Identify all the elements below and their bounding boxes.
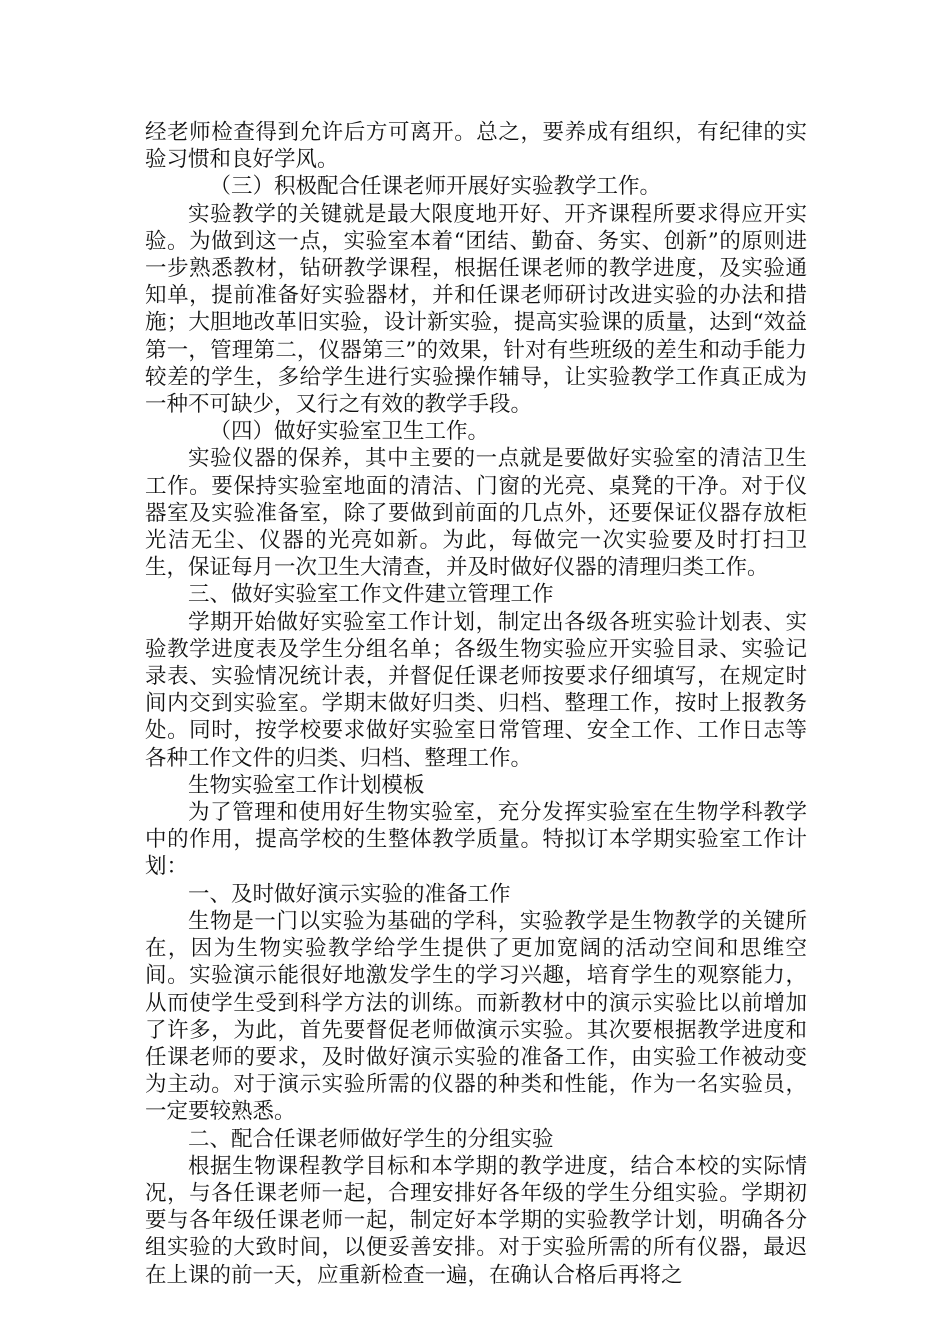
paragraph-continuation: 经老师检查得到允许后方可离开。总之，要养成有组织，有纪律的实验习惯和良好学风。 xyxy=(145,120,807,173)
paragraph-body: 根据生物课程教学目标和本学期的教学进度，结合本校的实际情况，与各任课老师一起，合理安排好各年级的学生分组实验。学期初要与各年级任课老师一起，制定好本学期的实验教学计划，明确各分组实验的大致时间，以便妥善安排。对于实验所需的所有仪器，最迟在上课的前一天，应重新检查一遍，在确认合格后再将之 xyxy=(145,1153,807,1288)
section-heading: 二、配合任课老师做好学生的分组实验 xyxy=(188,1126,554,1152)
subheading-three: （三）积极配合任课老师开展好实验教学工作。 xyxy=(209,174,662,200)
section-heading: 生物实验室工作计划模板 xyxy=(188,772,425,798)
paragraph-body: 实验教学的关键就是最大限度地开好、开齐课程所要求得应开实验。为做到这一点，实验室本着“团结、勤奋、务实、创新”的原则进一步熟悉教材，钻研教学课程，根据任课老师的教学进度，及实验通知单，提前准备好实验器材，并和任课老师研讨改进实验的办法和措施；大胆地改革旧实验，设计新实验，提高实验课的质量，达到“效益第一，管理第二，仪器第三”的效果，针对有些班级的差生和动手能力较差的学生，多给学生进行实验操作辅导，让实验教学工作真正成为一种不可缺少，又行之有效的教学手段。 xyxy=(145,201,807,418)
paragraph-body: 学期开始做好实验室工作计划，制定出各级各班实验计划表、实验教学进度表及学生分组名单；各级生物实验应开实验目录、实验记录表、实验情况统计表，并督促任课老师按要求仔细填写，在规定时间内交到实验室。学期末做好归类、归档、整理工作，按时上报教务处。同时，按学校要求做好实验室日常管理、安全工作、工作日志等各种工作文件的归类、归档、整理工作。 xyxy=(145,609,807,771)
document-page xyxy=(145,119,807,1289)
section-heading: 一、及时做好演示实验的准备工作 xyxy=(188,881,511,907)
section-heading: 三、做好实验室工作文件建立管理工作 xyxy=(188,582,554,608)
subheading-four: （四）做好实验室卫生工作。 xyxy=(209,419,490,445)
paragraph-body: 为了管理和使用好生物实验室，充分发挥实验室在生物学科教学中的作用，提高学校的生整体教学质量。特拟订本学期实验室工作计划： xyxy=(145,800,807,880)
paragraph-body: 生物是一门以实验为基础的学科，实验教学是生物教学的关键所在，因为生物实验教学给学生提供了更加宽阔的活动空间和思维空间。实验演示能很好地激发学生的学习兴趣，培育学生的观察能力，从而使学生受到科学方法的训练。而新教材中的演示实验比以前增加了许多，为此，首先要督促老师做演示实验。其次要根据教学进度和任课老师的要求，及时做好演示实验的准备工作，由实验工作被动变为主动。对于演示实验所需的仪器的种类和性能，作为一名实验员，一定要较熟悉。 xyxy=(145,908,807,1125)
paragraph-body: 实验仪器的保养，其中主要的一点就是要做好实验室的清洁卫生工作。要保持实验室地面的清洁、门窗的光亮、桌凳的干净。对于仪器室及实验准备室，除了要做到前面的几点外，还要保证仪器存放柜光洁无尘、仪器的光亮如新。为此，每做完一次实验要及时打扫卫生，保证每月一次卫生大清查，并及时做好仪器的清理归类工作。 xyxy=(145,446,807,581)
